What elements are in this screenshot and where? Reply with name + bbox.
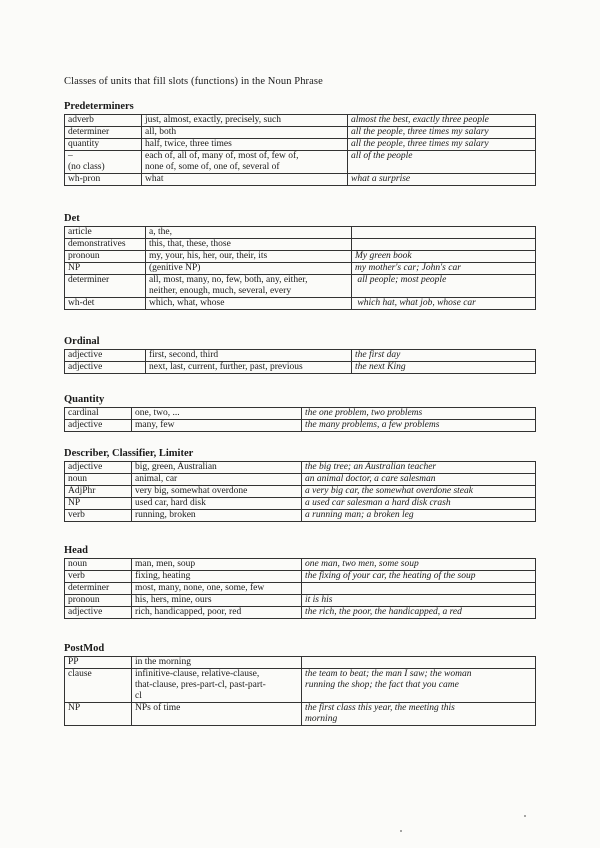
section-det <box>64 213 536 310</box>
class-cell: determiner <box>65 275 146 298</box>
class-cell: NP <box>65 498 132 510</box>
class-cell: quantity <box>65 139 142 151</box>
class-cell: NP <box>65 263 146 275</box>
table-row <box>65 115 536 127</box>
table-row <box>65 498 536 510</box>
example-cell: one man, two men, some soup <box>302 559 536 571</box>
section-describer <box>64 448 536 522</box>
class-cell: determiner <box>65 583 132 595</box>
example-cell <box>352 227 536 239</box>
predeterminers-table <box>64 114 536 186</box>
items-cell: very big, somewhat overdone <box>132 486 302 498</box>
table-row <box>65 583 536 595</box>
table-row <box>65 251 536 263</box>
section-title: Head <box>64 545 88 556</box>
class-cell: verb <box>65 571 132 583</box>
example-cell <box>352 239 536 251</box>
example-cell: it is his <box>302 595 536 607</box>
quantity-table <box>64 407 536 432</box>
table-row <box>65 362 536 374</box>
table-row <box>65 227 536 239</box>
table-row <box>65 510 536 522</box>
scan-speck <box>524 815 526 817</box>
example-cell: the team to beat; the man I saw; the woman running the shop; the fact that you came <box>302 669 536 703</box>
class-cell: wh-det <box>65 298 146 310</box>
items-cell: what <box>142 174 348 186</box>
example-cell: a used car salesman a hard disk crash <box>302 498 536 510</box>
example-cell: the first day <box>352 350 536 362</box>
class-cell: pronoun <box>65 251 146 263</box>
table-row <box>65 486 536 498</box>
example-cell: My green book <box>352 251 536 263</box>
example-cell: a running man; a broken leg <box>302 510 536 522</box>
class-cell: verb <box>65 510 132 522</box>
items-cell: half, twice, three times <box>142 139 348 151</box>
items-cell: infinitive-clause, relative-clause, that-clause, pres-part-cl, past-part- cl <box>132 669 302 703</box>
items-cell: next, last, current, further, past, previous <box>146 362 352 374</box>
postmod-table <box>64 656 536 726</box>
table-row <box>65 657 536 669</box>
table-row <box>65 263 536 275</box>
example-cell: a very big car, the somewhat overdone steak <box>302 486 536 498</box>
class-cell: wh-pron <box>65 174 142 186</box>
table-row <box>65 559 536 571</box>
table-row <box>65 298 536 310</box>
items-cell: (genitive NP) <box>146 263 352 275</box>
items-cell: my, your, his, her, our, their, its <box>146 251 352 263</box>
class-cell: demonstratives <box>65 239 146 251</box>
describer-table <box>64 461 536 522</box>
example-cell: all people; most people <box>352 275 536 298</box>
example-cell: my mother's car; John's car <box>352 263 536 275</box>
page-title: Classes of units that fill slots (functions) in the Noun Phrase <box>64 76 323 87</box>
class-cell: determiner <box>65 127 142 139</box>
example-cell <box>302 583 536 595</box>
example-cell: all the people, three times my salary <box>348 139 536 151</box>
example-cell: almost the best, exactly three people <box>348 115 536 127</box>
items-cell: rich, handicapped, poor, red <box>132 607 302 619</box>
section-title: Ordinal <box>64 336 100 347</box>
items-cell: each of, all of, many of, most of, few of, none of, some of, one of, several of <box>142 151 348 174</box>
class-cell: cardinal <box>65 408 132 420</box>
items-cell: big, green, Australian <box>132 462 302 474</box>
example-cell <box>302 657 536 669</box>
items-cell: all, most, many, no, few, both, any, either, neither, enough, much, several, every <box>146 275 352 298</box>
items-cell: many, few <box>132 420 302 432</box>
example-cell: the fixing of your car, the heating of the soup <box>302 571 536 583</box>
example-cell: the first class this year, the meeting this morning <box>302 703 536 726</box>
items-cell: which, what, whose <box>146 298 352 310</box>
class-cell: adjective <box>65 420 132 432</box>
head-table <box>64 558 536 619</box>
section-title: Describer, Classifier, Limiter <box>64 448 194 459</box>
example-cell: what a surprise <box>348 174 536 186</box>
items-cell: man, men, soup <box>132 559 302 571</box>
section-head <box>64 545 536 619</box>
section-ordinal <box>64 336 536 374</box>
items-cell: his, hers, mine, ours <box>132 595 302 607</box>
items-cell: first, second, third <box>146 350 352 362</box>
table-row <box>65 571 536 583</box>
class-cell: adjective <box>65 350 146 362</box>
class-cell: – (no class) <box>65 151 142 174</box>
items-cell: in the morning <box>132 657 302 669</box>
table-row <box>65 174 536 186</box>
table-row <box>65 462 536 474</box>
items-cell: running, broken <box>132 510 302 522</box>
table-row <box>65 474 536 486</box>
section-postmod <box>64 643 536 726</box>
items-cell: this, that, these, those <box>146 239 352 251</box>
example-cell: the rich, the poor, the handicapped, a red <box>302 607 536 619</box>
table-row <box>65 595 536 607</box>
items-cell: all, both <box>142 127 348 139</box>
class-cell: clause <box>65 669 132 703</box>
scan-speck <box>400 830 402 832</box>
items-cell: used car, hard disk <box>132 498 302 510</box>
table-row <box>65 239 536 251</box>
section-title: Det <box>64 213 80 224</box>
class-cell: adverb <box>65 115 142 127</box>
table-row <box>65 275 536 298</box>
det-table <box>64 226 536 310</box>
example-cell: the next King <box>352 362 536 374</box>
example-cell: which hat, what job, whose car <box>352 298 536 310</box>
example-cell: the one problem, two problems <box>302 408 536 420</box>
table-row <box>65 669 536 703</box>
class-cell: adjective <box>65 362 146 374</box>
items-cell: NPs of time <box>132 703 302 726</box>
table-row <box>65 350 536 362</box>
class-cell: PP <box>65 657 132 669</box>
section-predeterminers <box>64 101 536 186</box>
section-title: Predeterminers <box>64 101 134 112</box>
example-cell: an animal doctor, a care salesman <box>302 474 536 486</box>
class-cell: noun <box>65 474 132 486</box>
example-cell: all of the people <box>348 151 536 174</box>
ordinal-table <box>64 349 536 374</box>
class-cell: noun <box>65 559 132 571</box>
example-cell: all the people, three times my salary <box>348 127 536 139</box>
example-cell: the big tree; an Australian teacher <box>302 462 536 474</box>
class-cell: adjective <box>65 607 132 619</box>
table-row <box>65 607 536 619</box>
example-cell: the many problems, a few problems <box>302 420 536 432</box>
class-cell: adjective <box>65 462 132 474</box>
items-cell: animal, car <box>132 474 302 486</box>
items-cell: just, almost, exactly, precisely, such <box>142 115 348 127</box>
items-cell: one, two, ... <box>132 408 302 420</box>
class-cell: article <box>65 227 146 239</box>
class-cell: pronoun <box>65 595 132 607</box>
table-row <box>65 703 536 726</box>
items-cell: fixing, heating <box>132 571 302 583</box>
class-cell: AdjPhr <box>65 486 132 498</box>
table-row <box>65 408 536 420</box>
table-row <box>65 139 536 151</box>
table-row <box>65 127 536 139</box>
class-cell: NP <box>65 703 132 726</box>
section-quantity <box>64 394 536 432</box>
section-title: PostMod <box>64 643 105 654</box>
items-cell: most, many, none, one, some, few <box>132 583 302 595</box>
section-title: Quantity <box>64 394 105 405</box>
table-row <box>65 420 536 432</box>
items-cell: a, the, <box>146 227 352 239</box>
table-row <box>65 151 536 174</box>
